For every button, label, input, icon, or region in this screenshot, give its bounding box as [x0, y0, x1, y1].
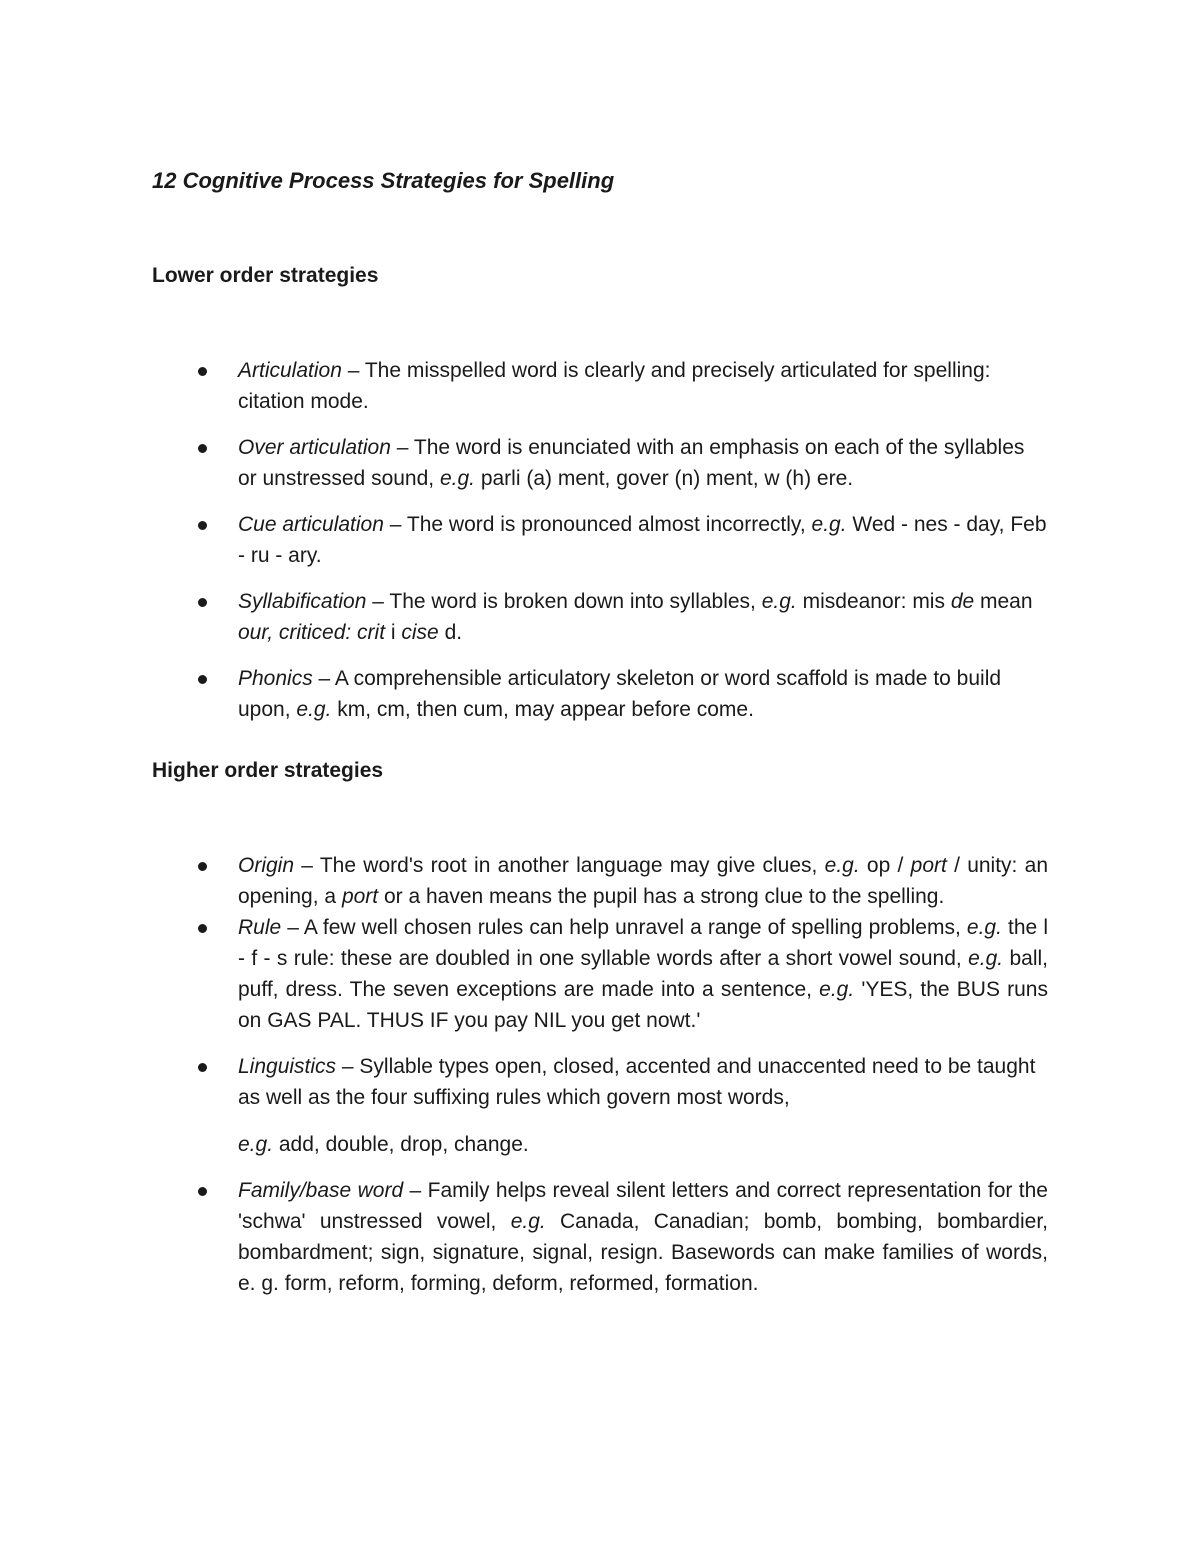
- strategy-term: Rule: [238, 916, 282, 939]
- strategy-description: – The word is broken down into syllables,: [366, 590, 762, 613]
- strategy-term: Articulation: [238, 359, 342, 382]
- strategy-term: Family/base word: [238, 1179, 404, 1202]
- example-marker: e.g.: [510, 1210, 546, 1233]
- strategy-item-linguistics: [198, 1051, 1048, 1160]
- strategy-item-origin: [198, 850, 1048, 912]
- bullet-icon: [198, 598, 207, 607]
- strategy-item-articulation: [198, 355, 1048, 417]
- bullet-icon: [198, 862, 207, 871]
- strategy-example: op /: [859, 854, 911, 877]
- bullet-icon: [198, 924, 207, 933]
- strategy-description: – A comprehensible articulatory skeleton or word scaffold is made to build upon,: [238, 667, 1002, 721]
- example-marker: e.g.: [296, 698, 332, 721]
- syllable-fragment: de: [950, 590, 975, 613]
- strategy-description: – The word is enunciated with an emphasis on each of the syllables or unstressed sound,: [238, 436, 1025, 490]
- example-marker: e.g.: [819, 978, 855, 1001]
- example-marker: e.g.: [968, 947, 1004, 970]
- example-marker: e.g.: [439, 467, 475, 490]
- lower-order-heading: Lower order strategies: [152, 264, 379, 287]
- strategy-item-over-articulation: [198, 432, 1048, 494]
- bullet-icon: [198, 367, 207, 376]
- strategy-example: add, double, drop, change.: [273, 1133, 529, 1156]
- document-title: 12 Cognitive Process Strategies for Spelling: [152, 168, 615, 193]
- strategy-description: – The word's root in another language may give clues,: [294, 854, 825, 877]
- bullet-icon: [198, 444, 207, 453]
- strategy-item-cue-articulation: [198, 509, 1048, 571]
- linguistics-example-line: [238, 1129, 1048, 1160]
- strategy-term: Linguistics: [238, 1055, 337, 1078]
- example-marker: e.g.: [761, 590, 797, 613]
- strategy-example: or a haven means the pupil has a strong clue to the spelling.: [378, 885, 945, 908]
- strategy-item-syllabification: [198, 586, 1048, 648]
- strategy-example: ball, puff, dress. The seven exceptions are made into a sentence,: [238, 947, 1048, 1001]
- example-marker: e.g.: [966, 916, 1002, 939]
- strategy-item-family-base-word: [198, 1175, 1048, 1299]
- strategy-example: Canada, Canadian; bomb, bombing, bombardier, bombardment; sign, signature, signal, resign. Basewords can make families of words, e. g. form, reform, forming, deform, reformed, formation.: [238, 1210, 1048, 1295]
- bullet-icon: [198, 521, 207, 530]
- strategy-term: Phonics: [238, 667, 313, 690]
- strategy-term: Origin: [238, 854, 295, 877]
- strategy-example: the l - f - s rule: these are doubled in one syllable words after a short vowel sound,: [238, 916, 1048, 970]
- strategy-example: / unity: an opening, a: [238, 854, 1049, 908]
- strategy-term: Cue articulation: [238, 513, 384, 536]
- strategy-example: km, cm, then cum, may appear before come.: [331, 698, 754, 721]
- strategy-example: parli (a) ment, gover (n) ment, w (h) ere.: [474, 467, 854, 490]
- example-marker: e.g.: [238, 1133, 274, 1156]
- syllable-fragment: cise: [401, 621, 439, 644]
- strategy-item-rule: [198, 912, 1048, 1036]
- example-marker: e.g.: [824, 854, 860, 877]
- syllable-fragment: d.: [438, 621, 463, 644]
- strategy-description: – Family helps reveal silent letters and correct representation for the 'schwa' unstressed vowel,: [238, 1179, 1048, 1233]
- syllable-fragment: i: [385, 621, 402, 644]
- example-emphasis: port: [910, 854, 947, 877]
- strategy-example: misdeanor: mis: [796, 590, 951, 613]
- example-marker: e.g.: [811, 513, 847, 536]
- syllable-fragment: our, criticed: crit: [238, 621, 386, 644]
- bullet-icon: [198, 1063, 207, 1072]
- strategy-description: – The misspelled word is clearly and precisely articulated for spelling: citation mode.: [238, 359, 991, 413]
- strategy-term: Syllabification: [238, 590, 367, 613]
- strategy-description: – A few well chosen rules can help unravel a range of spelling problems,: [281, 916, 967, 939]
- higher-order-heading: Higher order strategies: [152, 759, 384, 782]
- lower-order-list: [198, 355, 1048, 740]
- strategy-example: 'YES, the BUS runs on GAS PAL. THUS IF you pay NIL you get nowt.': [238, 978, 1048, 1032]
- example-emphasis: port: [341, 885, 379, 908]
- syllable-fragment: mean: [974, 590, 1033, 613]
- higher-order-list: [198, 850, 1048, 1299]
- strategy-description: – Syllable types open, closed, accented and unaccented need to be taught as well as the four suffixing rules which govern most words,: [238, 1055, 1036, 1109]
- strategy-item-phonics: [198, 663, 1048, 725]
- strategy-description: – The word is pronounced almost incorrectly,: [383, 513, 812, 536]
- bullet-icon: [198, 675, 207, 684]
- bullet-icon: [198, 1187, 207, 1196]
- strategy-term: Over articulation: [238, 436, 391, 459]
- strategy-example: Wed - nes - day, Feb - ru - ary.: [238, 513, 1047, 567]
